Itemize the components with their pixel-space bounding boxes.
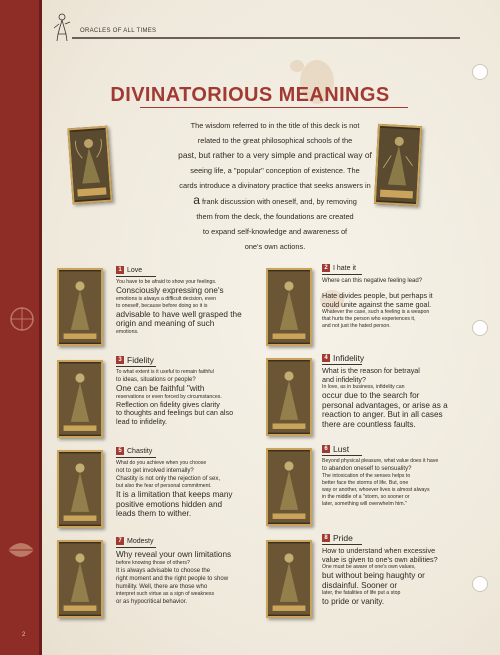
section-infidelity [322, 353, 478, 429]
intro-line: related to the great philosophical schools of the [197, 136, 353, 145]
section-text-line: Hate divides people, but perhaps it [322, 291, 433, 300]
section-text-line: emotions. [116, 328, 139, 335]
figure-illustration-icon [376, 126, 420, 204]
section-fidelity [116, 355, 272, 426]
section-number-badge: 6 [322, 445, 330, 453]
leaf-icon [4, 530, 38, 570]
section-text-line: in the middle of a "storm, so sooner or [322, 494, 410, 500]
tarot-card-large [67, 126, 112, 205]
section-number-badge: 3 [116, 356, 124, 364]
page-number: 2 [22, 632, 26, 638]
intro-line [135, 193, 415, 209]
section-hate [322, 263, 478, 330]
section-underline [116, 276, 156, 277]
title-underline [140, 107, 408, 108]
intro-paragraph [135, 118, 415, 254]
figure-illustration-icon [59, 542, 101, 616]
section-text-line: disdainful. Sooner or [322, 580, 398, 590]
section-text-line: emotions is always a difficult decision, even [116, 295, 216, 302]
section-text-line: reservations or even forced by circumstances. [116, 393, 222, 400]
section-text-line: One must be aware of one's own values, [322, 564, 416, 571]
section-text-line: advisable to have well grasped the [116, 309, 242, 319]
section-text-line: to pride or vanity. [322, 597, 385, 607]
section-title: Love [127, 266, 143, 274]
section-text-line: You have to be afraid to show your feelings. [116, 279, 217, 285]
section-text-line: humility. Well, there are those who [116, 583, 208, 590]
section-heading [116, 446, 272, 456]
section-text-line: The intoxication of the senses helps to [322, 473, 411, 479]
section-title: Fidelity [127, 355, 154, 365]
section-number-badge: 5 [116, 447, 124, 455]
tarot-card-love [57, 268, 103, 346]
section-text-line: and not just the hated person. [322, 323, 391, 330]
binder-hole [472, 64, 488, 80]
figure-illustration-icon [70, 128, 111, 202]
header-divider [72, 37, 460, 39]
section-text-line: Beyond physical pleasure, what value does it have [322, 458, 439, 464]
tarot-card-hate [266, 268, 312, 346]
tarot-card-pride [266, 540, 312, 618]
section-heading [322, 444, 478, 454]
section-text-line: In love, as in business, infidelity can [322, 384, 405, 391]
section-number-badge: 2 [322, 264, 330, 272]
section-text-line: interpret such virtue as a sign of weakness [116, 590, 215, 597]
figure-illustration-icon [59, 270, 101, 344]
section-text-line: One can be faithful "with [116, 384, 205, 393]
section-text-line: right moment and the right people to show [116, 575, 229, 582]
figure-illustration-icon [268, 360, 310, 434]
tarot-card-fidelity [57, 360, 103, 438]
section-title: Pride [333, 533, 353, 543]
figure-illustration-icon [59, 362, 101, 436]
section-title: Chastity [127, 447, 153, 455]
section-lust [322, 444, 478, 508]
section-text-line: before knowing those of others? [116, 559, 190, 566]
section-text-line: It is always advisable to choose the [116, 567, 211, 574]
section-underline [322, 455, 362, 456]
section-text-line: later, something will overwhelm him." [322, 501, 407, 507]
section-text-line: that hurts the person who experiences it, [322, 316, 416, 323]
intro-line: to expand self-knowledge and awareness of [202, 227, 348, 236]
tarot-card-chastity [57, 450, 103, 528]
section-chastity [116, 446, 272, 519]
section-number-badge: 7 [116, 537, 124, 545]
section-pride [322, 533, 478, 607]
section-number-badge: 8 [322, 534, 330, 542]
section-text-line: Chastity is not only the rejection of sex, [116, 476, 221, 482]
section-text-line: To what extent is it useful to remain faithful [116, 369, 214, 375]
section-text-line: but without being haughty or [322, 571, 425, 581]
section-text-line: It is a limitation that keeps many [116, 490, 233, 499]
section-text-line: there are countless faults. [322, 419, 416, 429]
section-text-line: value is given to one's own abilities? [322, 554, 438, 564]
section-underline [116, 547, 156, 548]
section-text-line: positive emotions hidden and [116, 499, 223, 509]
section-title: I hate it [333, 264, 356, 272]
intro-line: one's own actions. [244, 242, 306, 251]
section-text-line: occur due to the search for [322, 391, 420, 401]
section-underline [322, 274, 362, 275]
section-text-line: to thoughts and feelings but can also [116, 408, 234, 418]
stain [290, 60, 304, 72]
section-underline [322, 544, 362, 545]
section-title: Lust [333, 444, 350, 454]
section-text-line: leads them to wither. [116, 509, 192, 518]
section-love [116, 265, 272, 336]
tarot-card-modesty [57, 540, 103, 618]
section-underline [322, 364, 362, 365]
figure-illustration-icon [59, 452, 101, 526]
section-text-line: to abandon oneself to sensuality? [322, 466, 412, 472]
section-text-line: and infidelity? [322, 374, 366, 384]
ornament-icon [4, 305, 40, 345]
section-text-line: What do you achieve when you choose [116, 460, 207, 466]
figure-illustration-icon [268, 270, 310, 344]
section-text-line: way or another, whoever lives is almost always [322, 487, 430, 493]
page-title: DIVINATORIOUS MEANINGS [110, 84, 390, 106]
intro-line: cards introduce a divinatory practice that seeks answers in [179, 181, 371, 190]
section-underline [116, 366, 156, 367]
section-text-line: to ideas, situations or people? [116, 377, 196, 383]
section-text-line: Reflection on fidelity gives clarity [116, 399, 220, 409]
section-heading [322, 353, 478, 363]
section-modesty [116, 536, 272, 606]
section-text-line: lead to infidelity. [116, 416, 168, 426]
section-heading [116, 536, 272, 546]
intro-line: them from the deck, the foundations are created [196, 212, 354, 221]
section-text-line: Whatever the case, such a feeling is a weapon [322, 309, 430, 316]
section-text-line: Why reveal your own limitations [116, 550, 232, 559]
section-heading [116, 265, 272, 275]
intro-word: frank discussion with oneself, and, by removing [201, 197, 357, 206]
section-text-line: reaction to anger. But in all cases [322, 410, 443, 420]
section-text-line: to oneself, because before doing so it is [116, 302, 208, 309]
tarot-card-infidelity [266, 358, 312, 436]
figure-illustration-icon [268, 450, 310, 524]
tarot-card-large [374, 124, 422, 206]
section-text-line: personal advantages, or arise as a [322, 400, 448, 410]
section-text-line: but also the fear of personal commitment. [116, 483, 212, 489]
section-text-line: origin and meaning of such [116, 319, 215, 328]
section-text-line: later, the fatalities of life put a stop [322, 590, 401, 597]
header-figure-icon [52, 12, 72, 42]
intro-line: past, but rather to a very simple and practical way of [178, 150, 372, 160]
intro-word: a [193, 193, 200, 207]
section-underline [116, 457, 156, 458]
intro-line: seeing life, a "popular" conception of existence. The [190, 166, 360, 175]
section-text-line: could unite against the same goal. [322, 299, 432, 309]
section-heading [116, 355, 272, 365]
intro-line: The wisdom referred to in the title of this deck is not [190, 121, 360, 130]
section-title: Modesty [127, 537, 154, 545]
section-text-line: Where can this negative feeling lead? [322, 278, 423, 284]
section-text-line: or as hypocritical behavior. [116, 598, 188, 605]
figure-illustration-icon [268, 542, 310, 616]
section-number-badge: 4 [322, 354, 330, 362]
tarot-card-lust [266, 448, 312, 526]
section-text-line: not to get involved internally? [116, 468, 194, 474]
section-text-line: How to understand when excessive [322, 546, 436, 555]
running-header: ORACLES OF ALL TIMES [80, 28, 157, 34]
section-text-line: What is the reason for betrayal [322, 366, 420, 375]
section-number-badge: 1 [116, 266, 124, 274]
section-text-line: Consciously expressing one's [116, 286, 224, 295]
section-heading [322, 533, 478, 543]
section-title: Infidelity [333, 353, 365, 363]
section-text-line: better face the storms of life. But, one [322, 480, 409, 486]
section-heading [322, 263, 478, 273]
